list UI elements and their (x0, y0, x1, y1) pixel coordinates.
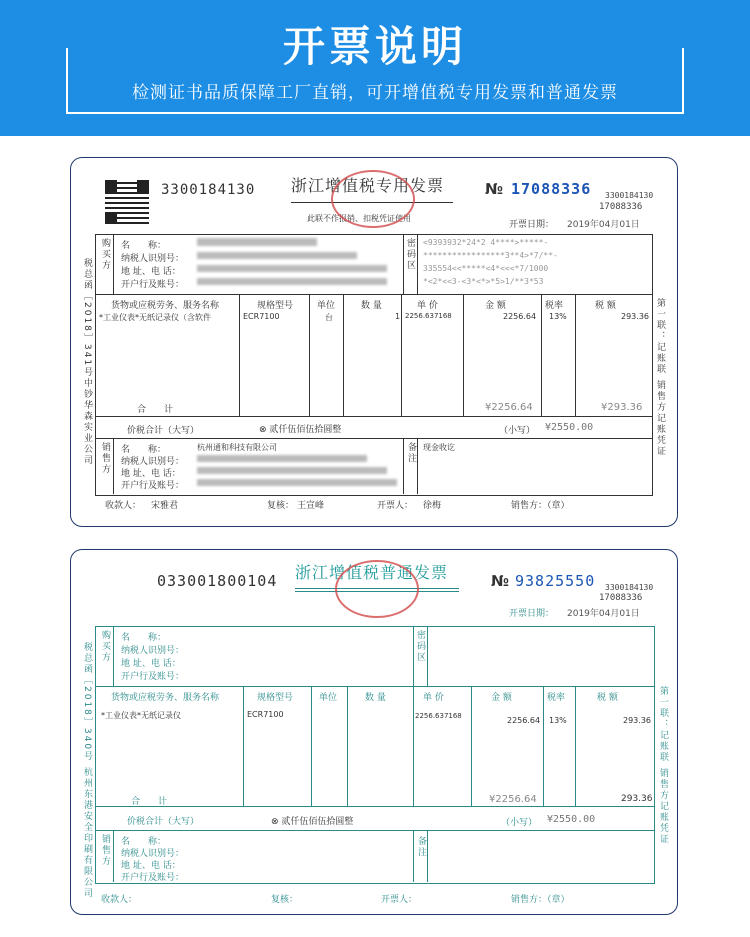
seller-bank-label: 开户行及账号： (121, 873, 185, 883)
buyer-taxid-blurred (197, 252, 357, 259)
sum-label: 价税合计（大写） (127, 817, 200, 827)
footer-issuer-label: 开票人： (377, 501, 414, 511)
total-tax: 293.36 (621, 794, 653, 804)
seller-address-blurred (197, 467, 387, 474)
password-side-label: 密码区 (405, 238, 415, 271)
seller-side-label: 销售方 (100, 834, 110, 867)
header-tax: 税 额 (597, 693, 618, 703)
buyer-address-blurred (197, 265, 387, 272)
item-name: *工业仪表*无纸记录仪 (101, 711, 181, 720)
qr-code-icon (105, 180, 149, 224)
seller-address-label: 地 址、电 话： (121, 861, 181, 871)
header-amount: 金 额 (485, 301, 506, 311)
banner-title: 开票说明 (250, 14, 500, 74)
footer-issuer-name: 徐梅 (423, 501, 442, 511)
sum-small: ¥2550.00 (547, 814, 596, 825)
total-amount: ¥2256.64 (489, 794, 537, 805)
normal-invoice-card (70, 549, 678, 915)
footer-seller-label: 销售方：（章） (511, 895, 570, 905)
banner-subtitle: 检测证书品质保障工厂直销，可开增值税专用发票和普通发票 (132, 83, 618, 103)
item-qty: 1 (395, 312, 401, 321)
special-invoice-card (70, 157, 678, 527)
buyer-name-label: 名 称： (121, 633, 167, 643)
header-price: 单 价 (423, 693, 444, 703)
header-amount: 金 额 (491, 693, 512, 703)
item-rate: 13% (549, 312, 567, 321)
footer-issuer-label: 开票人： (381, 895, 418, 905)
copy-side-text: 第一联：记账联 销售方记账凭证 (658, 686, 668, 845)
seller-taxid-blurred (197, 455, 367, 462)
item-name: *工业仪表*无纸记录仪（含软件 (99, 313, 211, 322)
header-unit: 单位 (319, 693, 338, 703)
sum-label: 价税合计（大写） (127, 426, 200, 436)
footer-payee-label: 收款人： (101, 895, 138, 905)
seller-tax-id-label: 纳税人识别号： (121, 849, 185, 859)
seller-name: 杭州通和科技有限公司 (197, 443, 277, 452)
date-label: 开票日期： (509, 609, 555, 619)
invoice-number-small: 17088336 (599, 593, 643, 603)
header-qty: 数 量 (365, 693, 386, 703)
total-label: 合 计 (131, 797, 168, 807)
seller-bank-blurred (197, 479, 397, 486)
buyer-name-label: 名 称： (121, 241, 167, 251)
item-unit: 台 (325, 313, 333, 322)
date-label: 开票日期： (509, 220, 555, 230)
seller-tax-id-label: 纳税人识别号： (121, 457, 185, 467)
tax-seal (335, 560, 419, 618)
left-side-text: 税总函［2018］341号中钞华森实业公司 (82, 258, 92, 467)
invoice-code-left: 033001800104 (157, 572, 278, 590)
invoice-number-small: 17088336 (599, 202, 643, 212)
no-label: № (491, 572, 510, 590)
invoice-title: 浙江增值税专用发票 (291, 176, 445, 195)
invoice-notice: 此联不作报销、扣税凭证使用 (307, 214, 411, 223)
item-tax: 293.36 (623, 716, 651, 725)
item-model: ECR7100 (247, 710, 284, 719)
invoice-code-small: 3300184130 (605, 191, 654, 200)
password-line-4: *<2*<<3-<3*<*>*5>1/**3*53 (423, 277, 544, 286)
seller-name-label: 名 称： (121, 445, 167, 455)
header-model: 规格型号 (257, 693, 294, 703)
buyer-side-label: 购买方 (100, 630, 110, 663)
footer-seller-label: 销售方：（章） (511, 501, 570, 511)
invoice-date: 2019年04月01日 (567, 609, 640, 619)
buyer-name-blurred (197, 238, 317, 246)
seller-side-label: 销售方 (100, 442, 110, 475)
header-price: 单 价 (417, 301, 438, 311)
sum-small: ¥2550.00 (545, 422, 594, 433)
header-model: 规格型号 (257, 301, 294, 311)
buyer-tax-id-label: 纳税人识别号： (121, 646, 185, 656)
seller-name-label: 名 称： (121, 837, 167, 847)
remark-text: 现金收讫 (423, 443, 455, 452)
invoice-code-left: 3300184130 (161, 182, 256, 198)
special-invoice (71, 158, 677, 526)
header-qty: 数 量 (361, 301, 382, 311)
password-line-2: *****************3**4>*7/**- (423, 251, 558, 260)
total-tax: ¥293.36 (601, 402, 643, 413)
invoice-number: 93825550 (515, 572, 596, 590)
normal-invoice (71, 550, 677, 914)
header-banner (0, 0, 750, 136)
footer-review-label: 复核： (271, 895, 299, 905)
footer-review-label: 复核： (267, 501, 295, 511)
seller-address-label: 地 址、电 话： (121, 469, 181, 479)
tax-seal (331, 170, 415, 228)
remark-side-label: 备注 (406, 442, 416, 464)
remark-side-label: 备注 (416, 836, 426, 858)
header-rate: 税率 (545, 301, 564, 311)
buyer-bank-label: 开户行及账号： (121, 280, 185, 290)
buyer-tax-id-label: 纳税人识别号： (121, 254, 185, 264)
header-goods: 货物或应税劳务、服务名称 (111, 301, 220, 311)
item-rate: 13% (549, 716, 567, 725)
invoice-title: 浙江增值税普通发票 (295, 563, 449, 582)
item-price: 2256.637168 (415, 712, 462, 720)
invoice-code-small: 3300184130 (605, 583, 654, 592)
left-side-text: 税总函［2018］340号 杭州东港安全印刷有限公司 (82, 642, 92, 899)
buyer-address-label: 地 址、电 话： (121, 267, 181, 277)
total-amount: ¥2256.64 (485, 402, 533, 413)
password-side-label: 密码区 (415, 630, 425, 663)
buyer-bank-blurred (197, 278, 387, 285)
total-label: 合 计 (137, 405, 174, 415)
sum-words: ⊗ 贰仟伍佰伍拾圆整 (271, 817, 354, 827)
invoice-number: 17088336 (511, 180, 592, 198)
sum-small-label: （小写） (499, 426, 536, 436)
item-tax: 293.36 (621, 312, 649, 321)
password-line-1: <9393932*24*2 4****>*****- (423, 238, 549, 247)
header-tax: 税 额 (595, 301, 616, 311)
item-price: 2256.637168 (405, 312, 452, 320)
buyer-bank-label: 开户行及账号： (121, 672, 185, 682)
invoice-date: 2019年04月01日 (567, 220, 640, 230)
item-amount: 2256.64 (503, 312, 537, 321)
copy-side-text: 第一联：记账联 销售方记账凭证 (655, 298, 665, 457)
footer-payee-label: 收款人： (105, 501, 142, 511)
header-unit: 单位 (317, 301, 336, 311)
header-goods: 货物或应税劳务、服务名称 (111, 693, 220, 703)
buyer-side-label: 购买方 (100, 238, 110, 271)
seller-bank-label: 开户行及账号： (121, 481, 185, 491)
item-model: ECR7100 (243, 312, 280, 321)
password-line-3: 335554<<*****<4*<<<*7/1000 (423, 264, 549, 273)
no-label: № (485, 180, 504, 198)
header-rate: 税率 (547, 693, 566, 703)
footer-review-name: 王宣峰 (297, 501, 325, 511)
item-amount: 2256.64 (507, 716, 541, 725)
footer-payee-name: 宋雅君 (151, 501, 179, 511)
sum-small-label: （小写） (501, 818, 538, 828)
sum-words: ⊗ 贰仟伍佰伍拾圆整 (259, 425, 342, 435)
buyer-address-label: 地 址、电 话： (121, 659, 181, 669)
